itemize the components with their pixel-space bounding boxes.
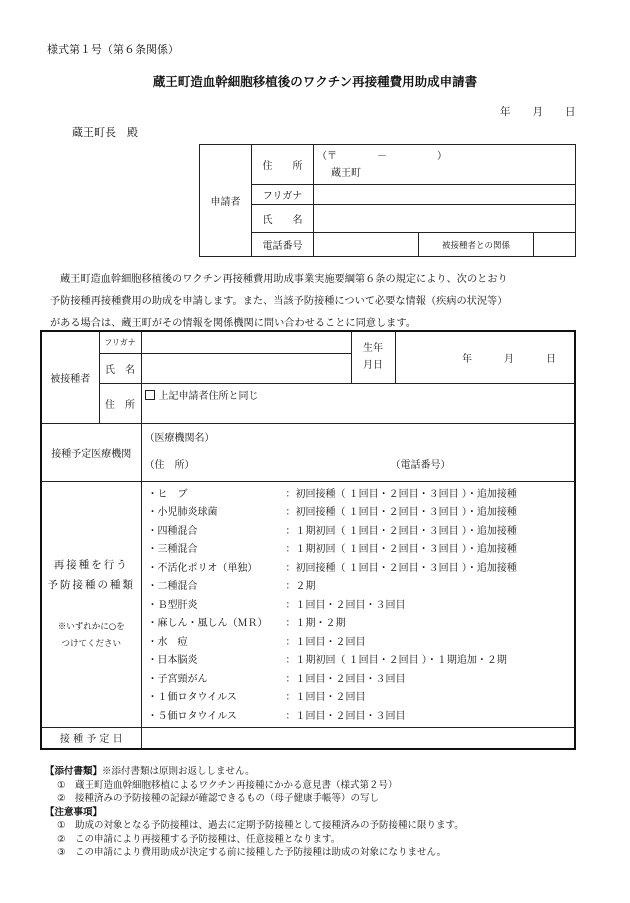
vaccine-note-1: ※いずれかに○を bbox=[57, 622, 125, 632]
town-name: 蔵王町 bbox=[331, 167, 361, 179]
intro-paragraph bbox=[50, 269, 508, 335]
vaccine-name: ・日本脳炎 bbox=[147, 655, 198, 666]
birth-label-2: 月日 bbox=[363, 360, 383, 372]
vaccine-header-2: 予防接種の種類 bbox=[47, 579, 135, 591]
date-day: 日 bbox=[565, 106, 576, 118]
vaccine-row[interactable] bbox=[148, 671, 575, 690]
applicant-furigana-label: フリガナ bbox=[252, 185, 314, 205]
attachment-item: 接種済みの予防接種の記録が確認できるもの（母子健康手帳等）の写し bbox=[75, 793, 380, 804]
vaccine-doses: ：１期初回（ １回目・２回目・３回目 ）・追加接種 bbox=[285, 544, 517, 555]
vaccine-name: ・小児肺炎球菌 bbox=[147, 507, 218, 518]
applicant-address-label: 住 所 bbox=[252, 145, 314, 185]
intro-line: 予防接種再接種費用の助成を申請します。また、当該予防接種について必要な情報（疾病の状況等） bbox=[50, 296, 508, 307]
relation-label: 被接種者との関係 bbox=[419, 233, 534, 257]
relation-field[interactable] bbox=[534, 233, 576, 257]
patient-address-label: 住 所 bbox=[99, 383, 141, 423]
vaccine-row[interactable] bbox=[148, 541, 575, 560]
vaccine-name: ・子宮頸がん bbox=[147, 673, 208, 685]
item-number: ② bbox=[57, 833, 66, 845]
patient-furigana-label: フリガナ bbox=[99, 331, 141, 353]
patient-address-field[interactable] bbox=[141, 383, 575, 423]
same-address-label: 上記申請者住所と同じ bbox=[158, 390, 259, 402]
vaccine-doses: ：１回目・２回目・３回目 bbox=[285, 710, 406, 722]
applicant-table bbox=[199, 144, 576, 257]
vaccine-row[interactable] bbox=[148, 597, 575, 616]
vaccine-name: ・ヒ ブ bbox=[147, 488, 188, 500]
vaccine-row[interactable] bbox=[148, 486, 575, 505]
vaccine-doses: ：初回接種（ １回目・２回目・３回目 ）・追加接種 bbox=[285, 488, 517, 500]
cautions-heading: 【注意事項】 bbox=[45, 806, 103, 818]
date-year: 年 bbox=[500, 106, 511, 118]
attachments-heading: 【添付書類】 bbox=[45, 766, 103, 777]
applicant-name-label: 氏 名 bbox=[252, 205, 314, 233]
vaccine-name: ・５価ロタウイルス bbox=[147, 710, 237, 722]
vaccine-name: ・二種混合 bbox=[147, 581, 198, 592]
caution-item: 助成の対象となる予防接種は、過去に定期予防接種として接種済みの予防接種に限ります。 bbox=[75, 820, 464, 831]
birth-label bbox=[351, 331, 395, 383]
schedule-field[interactable] bbox=[141, 727, 575, 749]
clinic-address-label: （住 所） bbox=[144, 460, 195, 471]
vaccine-row[interactable] bbox=[148, 523, 575, 542]
schedule-label: 接 種 予 定 日 bbox=[41, 727, 141, 749]
patient-furigana-field[interactable] bbox=[141, 331, 351, 353]
vaccine-row[interactable] bbox=[148, 652, 575, 671]
vaccine-doses: ：１回目・２回目 bbox=[285, 636, 366, 648]
addressee: 蔵王町長 殿 bbox=[72, 126, 138, 139]
main-table bbox=[40, 330, 576, 750]
page-title: 蔵王町造血幹細胞移植後のワクチン再接種費用助成申請書 bbox=[152, 74, 478, 89]
vaccine-row[interactable] bbox=[148, 560, 575, 579]
vaccine-doses: ：１回目・２回目・３回目 bbox=[285, 673, 406, 685]
postal-code: （〒 － ） bbox=[317, 150, 447, 162]
patient-name-field[interactable] bbox=[141, 353, 351, 383]
vaccine-name: ・四種混合 bbox=[147, 525, 198, 537]
intro-line: 蔵王町造血幹細胞移植後のワクチン再接種費用助成事業実施要綱第６条の規定により、次のとおり bbox=[60, 274, 508, 285]
vaccine-doses: ：２期 bbox=[285, 581, 316, 592]
vaccine-row[interactable] bbox=[148, 504, 575, 523]
date-month: 月 bbox=[532, 106, 543, 118]
vaccine-doses: ：１期・２期 bbox=[285, 618, 346, 629]
applicant-phone-field[interactable] bbox=[314, 233, 419, 257]
applicant-furigana-field[interactable] bbox=[314, 185, 576, 205]
clinic-phone-label: （電話番号） bbox=[390, 460, 451, 471]
item-number: ② bbox=[57, 793, 66, 804]
attachment-item: 蔵王町造血幹細胞移植によるワクチン再接種にかかる意見書（様式第２号） bbox=[75, 779, 398, 791]
vaccine-note-2: つけてください bbox=[61, 639, 121, 649]
birth-label-1: 生年 bbox=[363, 343, 383, 355]
caution-item: この申請により再接種する予防接種は、任意接種となります。 bbox=[75, 833, 341, 845]
patient-name-label: 氏 名 bbox=[99, 353, 141, 383]
item-number: ① bbox=[57, 779, 66, 791]
vaccine-doses: ：１回目・２回目・３回目 bbox=[285, 599, 406, 611]
vaccine-doses: ：初回接種（ １回目・２回目・３回目 ）・追加接種 bbox=[285, 562, 517, 574]
vaccine-row[interactable] bbox=[148, 634, 575, 653]
clinic-header: 接種予定医療機関 bbox=[41, 423, 141, 481]
vaccine-header bbox=[41, 481, 141, 727]
checkbox-icon[interactable] bbox=[145, 390, 155, 400]
patient-header: 被接種者 bbox=[41, 331, 99, 423]
clinic-name-label: （医療機関名） bbox=[144, 433, 215, 444]
vaccine-name: ・水 痘 bbox=[147, 636, 188, 648]
intro-line: がある場合は、蔵王町がその情報を関係機関に問い合わせることに同意します。 bbox=[50, 318, 416, 329]
applicant-name-field[interactable] bbox=[314, 205, 576, 233]
vaccine-name: ・三種混合 bbox=[147, 544, 198, 555]
applicant-address-field[interactable] bbox=[314, 145, 576, 185]
vaccine-doses: ：１期初回（ １回目・２回目 ）・１期追加・２期 bbox=[285, 655, 507, 666]
attachments-note: ※添付書類は原則お返ししません。 bbox=[102, 766, 255, 777]
item-number: ① bbox=[57, 820, 66, 831]
vaccine-doses: ：１期初回（ １回目・２回目・３回目 ）・追加接種 bbox=[285, 525, 517, 537]
vaccine-name: ・１価ロタウイルス bbox=[147, 692, 237, 703]
vaccine-row[interactable] bbox=[148, 689, 575, 708]
vaccine-header-1: 再接種を行う bbox=[53, 559, 129, 571]
vaccine-row[interactable] bbox=[148, 578, 575, 597]
applicant-phone-label: 電話番号 bbox=[252, 233, 314, 257]
caution-item: この申請により費用助成が決定する前に接種した予防接種は助成の対象になりません。 bbox=[75, 847, 447, 858]
vaccine-name: ・麻しん・風しん（ＭＲ） bbox=[147, 618, 268, 629]
vaccine-name: ・Ｂ型肝炎 bbox=[147, 599, 198, 611]
applicant-header: 申請者 bbox=[200, 145, 252, 257]
vaccine-row[interactable] bbox=[148, 615, 575, 634]
vaccine-name: ・不活化ポリオ（単独） bbox=[147, 562, 258, 574]
vaccine-doses: ：１回目・２回目 bbox=[285, 692, 366, 703]
vaccine-list bbox=[141, 481, 575, 727]
clinic-field[interactable] bbox=[141, 423, 575, 481]
form-number: 様式第１号（第６条関係） bbox=[47, 43, 179, 56]
birth-date-field[interactable]: 年 月 日 bbox=[395, 331, 575, 383]
item-number: ③ bbox=[57, 847, 66, 858]
vaccine-row[interactable] bbox=[148, 708, 575, 727]
date-line bbox=[500, 104, 576, 119]
vaccine-doses: ：初回接種（ １回目・２回目・３回目 ）・追加接種 bbox=[285, 507, 517, 518]
attachments-section bbox=[45, 765, 464, 860]
